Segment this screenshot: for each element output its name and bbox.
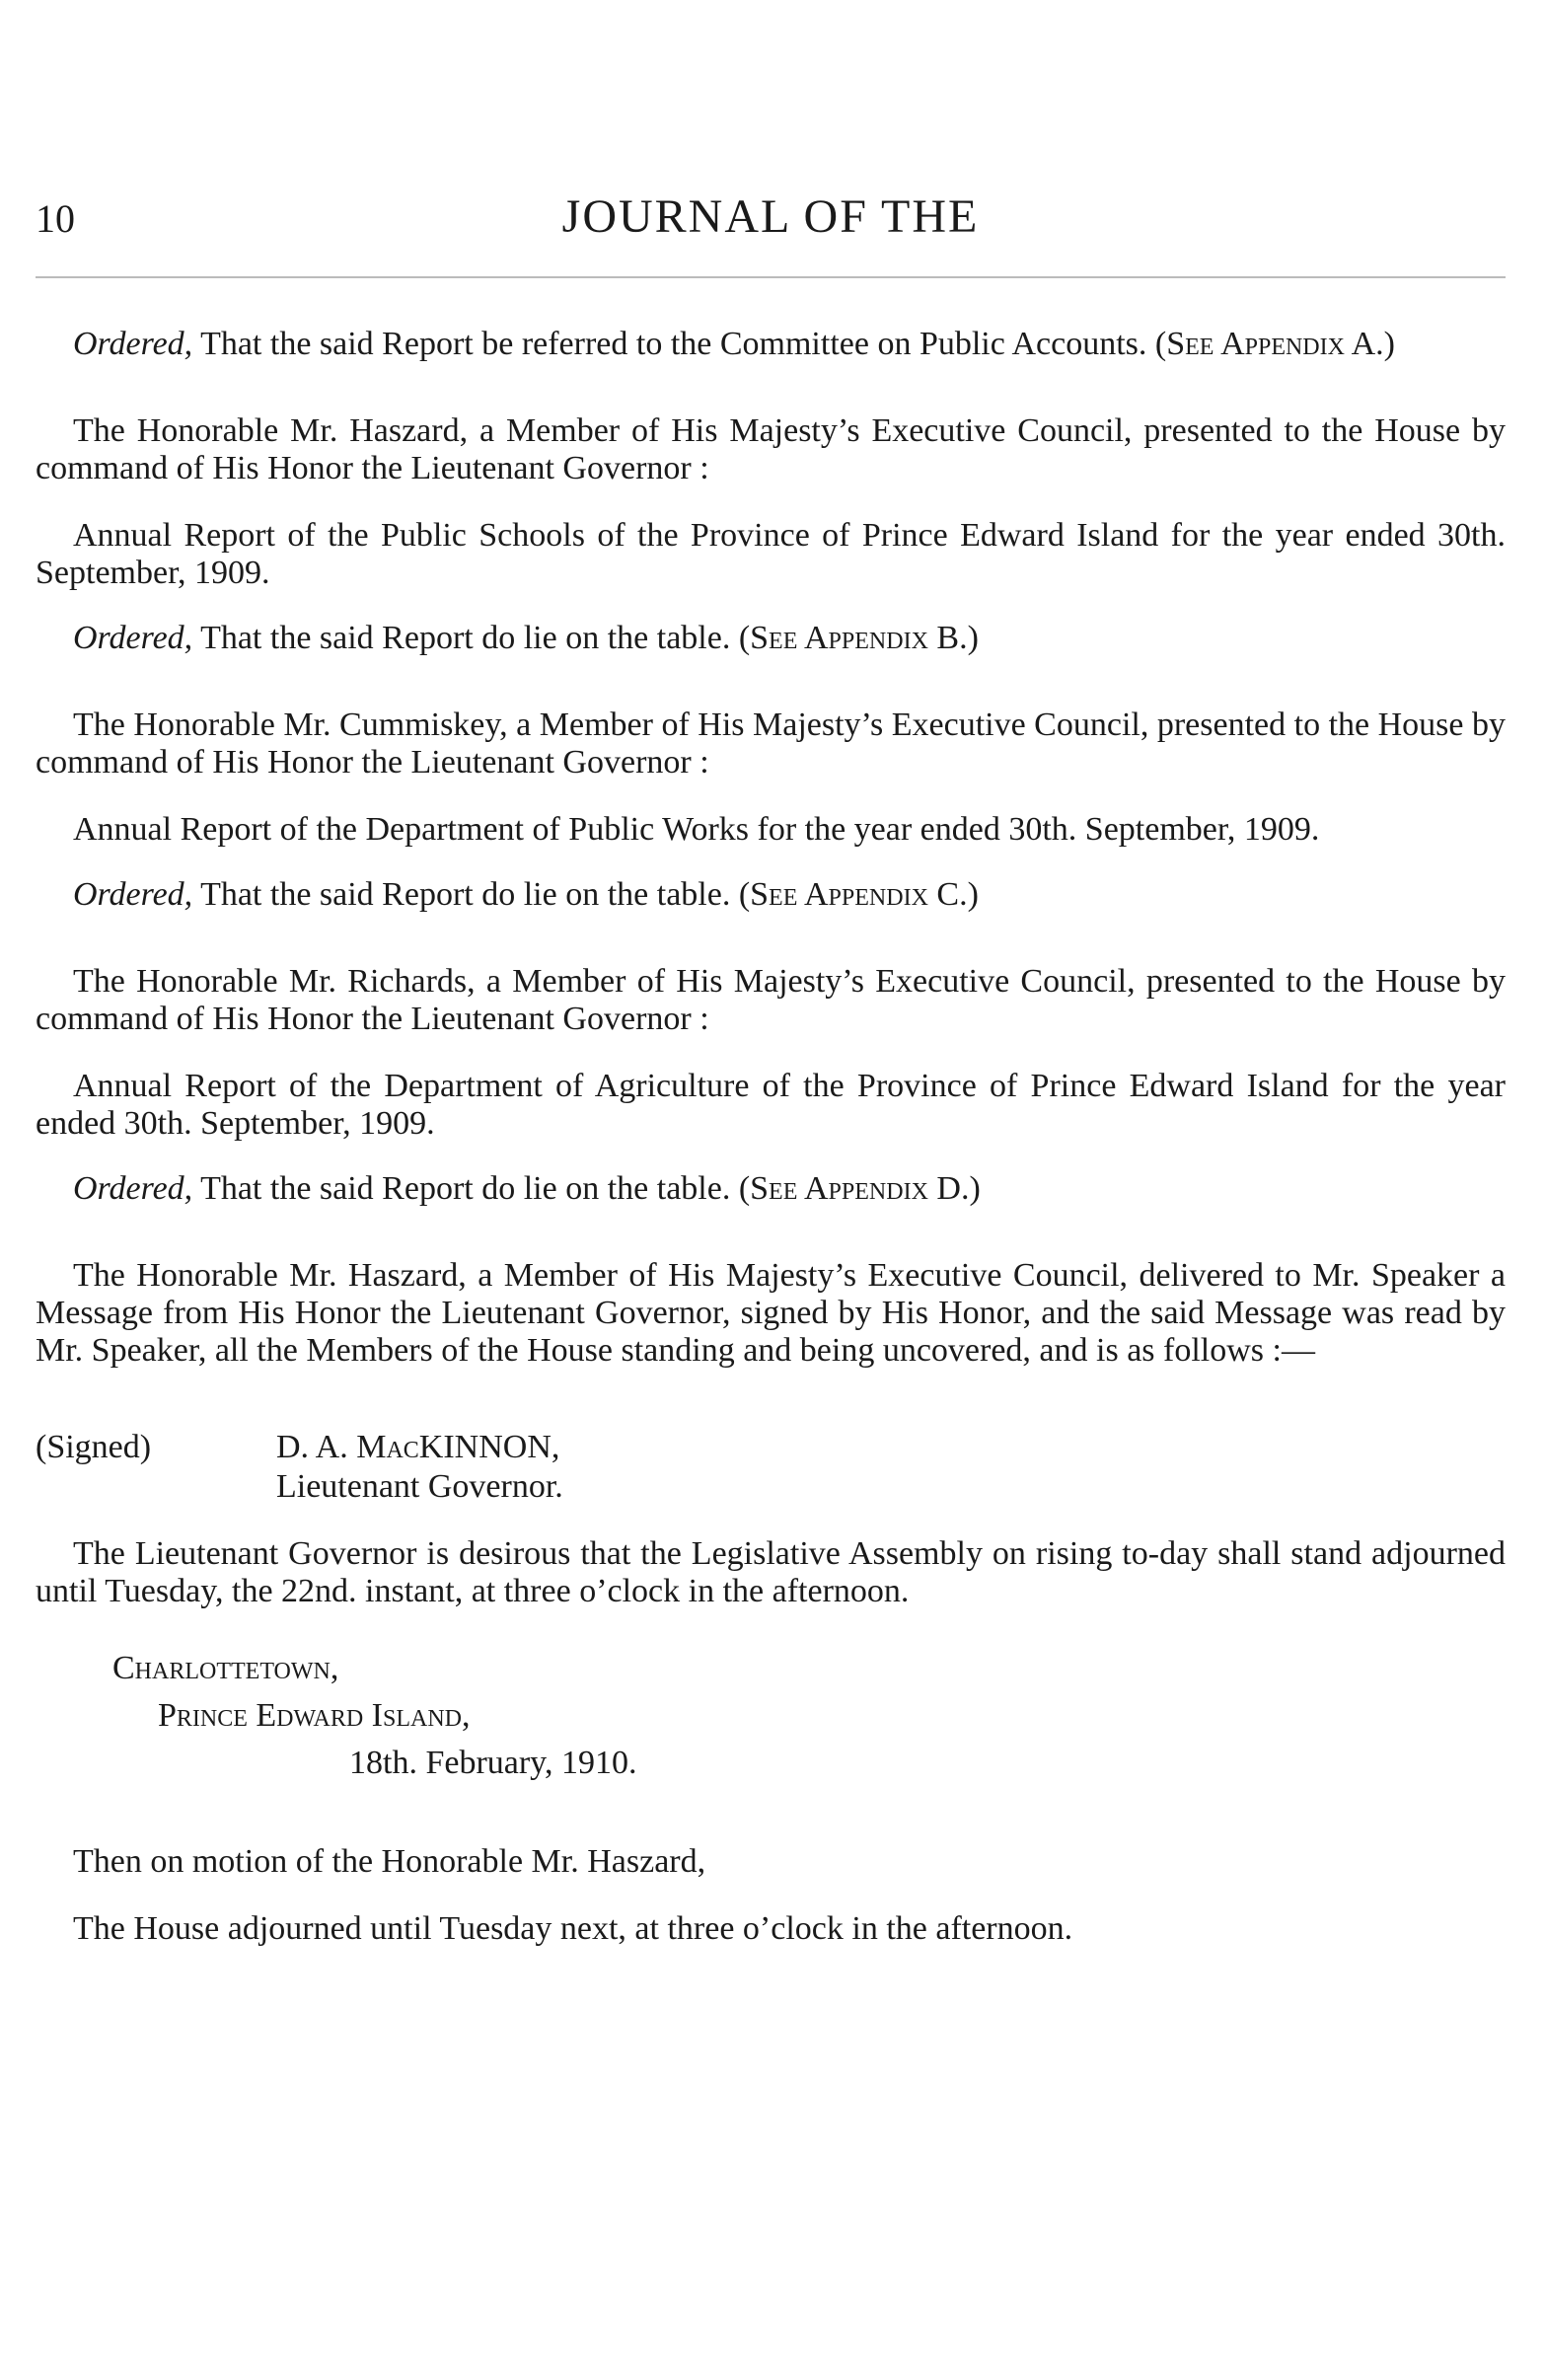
paragraph-report-agriculture: Annual Report of the Department of Agriculture of the Province of Prince Edward Island for the year ended 30th. September, 1909. xyxy=(36,1068,1506,1142)
paragraph-message-delivered: The Honorable Mr. Haszard, a Member of His Majesty’s Executive Council, delivered to Mr. Speaker a Message from His Honor the Lieutenant Governor, signed by His Honor, and the said Message was read by Mr. Speaker, all the Members of the House standing and being uncovered, and is as follows :— xyxy=(36,1257,1506,1369)
ordered-label: Ordered, xyxy=(73,620,193,656)
closing-adjournment: The House adjourned until Tuesday next, at three o’clock in the afternoon. xyxy=(73,1910,1073,1947)
running-title: JOURNAL OF THE xyxy=(561,190,980,243)
page-number: 10 xyxy=(36,196,75,241)
appendix-reference: (See Appendix A.) xyxy=(1154,326,1395,362)
paragraph-report-schools: Annual Report of the Public Schools of the Province of Prince Edward Island for the year ended 30th. September, 1909. xyxy=(36,517,1506,591)
paragraph-richards-presented: The Honorable Mr. Richards, a Member of His Majesty’s Executive Council, presented to the House by command of His Honor the Lieutenant Governor : xyxy=(36,963,1506,1037)
paragraph-report-public-works: Annual Report of the Department of Public Works for the year ended 30th. September, 1909. xyxy=(73,811,1320,848)
paragraph-cummiskey-presented: The Honorable Mr. Cummiskey, a Member of His Majesty’s Executive Council, presented to the House by command of His Honor the Lieutenant Governor : xyxy=(36,707,1506,781)
closing-motion: Then on motion of the Honorable Mr. Haszard, xyxy=(73,1843,706,1880)
paragraph-ordered-table-c: Ordered, That the said Report do lie on the table. (See Appendix C.) xyxy=(73,876,979,913)
journal-body xyxy=(36,326,1506,1948)
ordered-label: Ordered, xyxy=(73,1170,193,1207)
paragraph-ordered-accounts: Ordered, That the said Report be referred to the Committee on Public Accounts. (See Appendix A.) xyxy=(73,326,1395,362)
signed-label: (Signed) xyxy=(36,1429,152,1465)
place-date: 18th. February, 1910. xyxy=(349,1745,637,1781)
paragraph-ordered-table-b: Ordered, That the said Report do lie on the table. (See Appendix B.) xyxy=(73,620,979,656)
header-rule xyxy=(36,276,1506,278)
message-text: The Lieutenant Governor is desirous that the Legislative Assembly on rising to-day shall stand adjourned until Tuesday, the 22nd. instant, at three o’clock in the afternoon. xyxy=(36,1535,1506,1609)
ordered-label: Ordered, xyxy=(73,326,193,362)
signatory-name: D. A. MacKINNON, xyxy=(276,1429,560,1465)
signature-block xyxy=(36,1429,1506,1508)
page-header xyxy=(36,189,1506,259)
paragraph-ordered-table-d: Ordered, That the said Report do lie on the table. (See Appendix D.) xyxy=(73,1170,981,1207)
signatory-title: Lieutenant Governor. xyxy=(276,1468,563,1505)
ordered-label: Ordered, xyxy=(73,876,193,913)
paragraph-haszard-presented: The Honorable Mr. Haszard, a Member of His Majesty’s Executive Council, presented to the House by command of His Honor the Lieutenant Governor : xyxy=(36,412,1506,486)
appendix-reference: (See Appendix B.) xyxy=(738,620,979,656)
place-province: Prince Edward Island, xyxy=(158,1697,471,1734)
place-date-block xyxy=(36,1650,1506,1788)
appendix-reference: (See Appendix D.) xyxy=(738,1170,981,1207)
place-city: Charlottetown, xyxy=(112,1650,339,1686)
appendix-reference: (See Appendix C.) xyxy=(738,876,979,913)
